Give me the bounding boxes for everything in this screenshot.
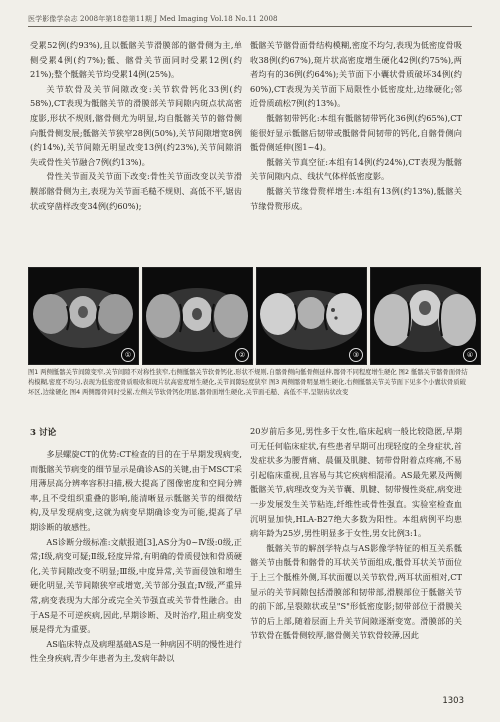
paragraph: 骶髂关节髂骨面骨结构模糊,密度不均匀,表现为低密度骨吸收38例(约67%),斑片状高密度增生硬化42例(约75%),两者均有的36例(约64%);关节面下小囊状骨质破坏34例(约60%),CT表现为关节面下局限性小低密度灶,边缘硬化;邻近骨质疏松7例(约13%)。 [250,40,462,109]
left-column-bottom [30,447,242,666]
left-column-top [30,38,242,213]
paragraph: 骶髂韧带钙化:本组有骶髂韧带钙化36例(约65%),CT能很好显示骶髂后韧带或骶髂骨间韧带的钙化,自髂骨侧向骶骨侧延伸(图1~4)。 [250,112,462,153]
ct-image-3 [256,267,367,365]
paragraph: 骶髂关节缘骨赘样增生:本组有13例(约13%),骶髂关节缘骨赘形成。 [250,185,462,211]
paragraph: 骶髂关节的解剖学特点与AS影像学特征的相互关系骶髂关节由骶骨和髂骨的耳状关节面组成,骶骨耳状关节面位于上三个骶椎外侧,耳状面覆以关节软骨,两耳状面相对,CT显示的关节间隙包括滑膜部和韧带部,滑膜部位于骶髂关节的前下部,呈裂隙状或呈"S"形低密度影;韧带部位于滑膜关节的后上部,随着层面上升关节间隙逐渐变宽。滑膜部的关节软骨在骶骨侧较厚,髂骨侧关节软骨较薄,因此 [250,542,462,641]
ct-image-1 [28,267,139,365]
right-column-top [250,38,462,213]
paragraph: 多层螺旋CT的优势:CT检查的目的在于早期发现病变,而骶髂关节病变的细节显示是确诊AS的关键,由于MSCT采用薄层高分辨率容积扫描,极大提高了图像密度和空间分辨率,且不受组织重叠的影响,能清晰显示骶髂关节的细微结构,及早发现病变,这就为病变早期确诊变为可能,提高了早期诊断的敏感性。 [30,449,242,532]
panel-number: ② [235,348,249,362]
running-head: 医学影像学杂志 2008年第18卷第11期 J Med Imaging Vol.18 No.11 2008 [28,15,278,23]
paragraph: 关节软骨及关节间隙改变:关节软骨钙化33例(约58%),CT表现为骶髂关节的滑膜部关节间隙内斑点状高密度影,形状不规则,髂骨侧尤为明显,均自骶髂关节的髂骨侧向骶骨侧发展;骶髂关节狭窄28例(50%),关节间隙增宽8例(约14%),关节间隙无明显改变13例(约23%),关节间隙消失或骨性关节融合7例(约13%)。 [30,83,242,167]
ct-image-4 [370,267,481,365]
paragraph: 骨性关节面及关节面下改变:骨性关节面改变以关节滑膜部髂骨侧为主,表现为关节面毛糙不规则、高低不平,锯齿状或穿凿样改变34例(约60%); [30,171,242,211]
ct-image-2 [142,267,253,365]
page-number: 1303 [442,696,464,706]
panel-number: ① [121,348,135,362]
figure-caption: 图1 两侧骶髂关节间隙变窄,关节间隙不对称性狭窄,右侧骶髂关节软骨钙化,形状不规则,自髂骨侧向骶骨侧延伸,髂骨不同程度增生硬化 图2 骶髂关节髂骨面骨结构模糊,密度不均匀,表现为低密度骨质吸收和斑片状高密度增生硬化,关节间隙轻度狭窄 图3 两侧髂骨明显增生硬化,右侧骶髂关节关节面下见多个小囊状骨质破坏区,边缘硬化 图4 两侧髂骨同时受累,左侧关节软骨钙化明显,髂骨面增生硬化,关节面毛糙、高低不平,呈锯齿状改变 [28,369,468,397]
paragraph: AS诊断分级标准:文献报道[3],AS分为0~Ⅳ级:0级,正常;Ⅰ级,病变可疑;Ⅱ级,轻度异常,有明确的骨质侵蚀和骨质硬化,关节间隙改变不明显;Ⅲ级,中度异常,关节面侵蚀和增生硬化明显,关节间隙狭窄或增宽,关节部分强直;Ⅳ级,严重异常,病变表现为大部分或完全关节强直或关节骨性融合。由于AS是不可逆疾病,因此,早期诊断、及时治疗,阻止病变发展是得尤为重要。 [30,536,242,635]
right-column-bottom [250,424,462,643]
section-title: 3 讨论 [30,428,57,438]
paragraph: 受累52例(约93%),且以骶髂关节滑膜部的髂骨侧为主,单侧受累4例(约7%);骶、髂骨关节面同时受累12例(约21%);整个骶髂关节均受累14例(25%)。 [30,40,242,80]
paragraph: AS临床特点及病理基础AS是一种病因不明的慢性进行性全身疾病,青少年患者为主,发病年龄以 [30,638,242,664]
header-rule [28,26,472,27]
ct-figure-row [28,267,472,363]
panel-number: ④ [463,348,477,362]
paragraph: 20岁前后多见,男性多于女性,临床起病一般比较隐匿,早期可无任何临床症状,有些患者早期可出现轻度的全身症状,首发症状多为腰背痛、晨僵及肌腱、韧带骨附着点疼痛,不易引起临床重视,且容易与其它疾病相混淆。AS最先累及两侧骶髂关节,病理改变为关节囊、肌腱、韧带慢性炎症,病变进一步发展发生关节粘连,纤维性或骨性强直。实验室检查血沉明显加快,HLA-B27绝大多数为阳性。本组病例平均患病年龄为25岁,男性明显多于女性,男女比例3:1。 [250,426,462,539]
panel-number: ③ [349,348,363,362]
paragraph: 骶髂关节真空征:本组有14例(约24%),CT表现为骶髂关节间隙内点、线状气体样低密度影。 [250,156,462,182]
